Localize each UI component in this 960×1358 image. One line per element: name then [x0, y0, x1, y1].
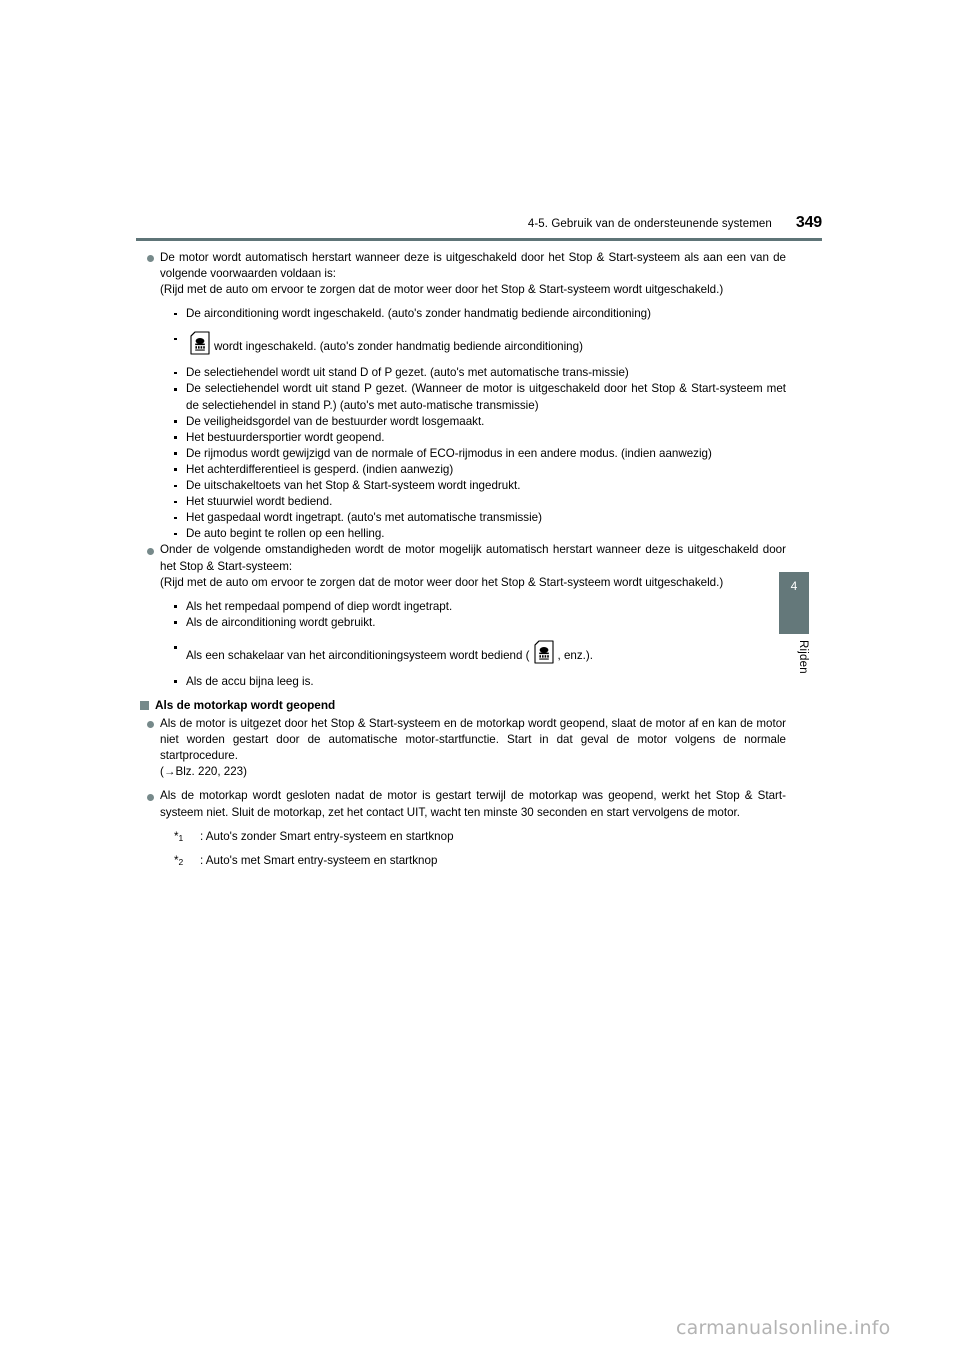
- bullet-block-hood-open-1: [136, 716, 786, 780]
- paragraph-text: (Rijd met de auto om ervoor te zorgen dat de motor weer door het Stop & Start-systeem wordt uitgeschakeld.): [160, 283, 724, 297]
- header-divider: [136, 238, 822, 241]
- round-bullet-icon: [147, 794, 154, 801]
- list-item-suffix-text: wordt ingeschakeld. (auto's zonder handmatig bediende airconditioning): [214, 340, 583, 354]
- spacer: [136, 592, 786, 599]
- list-item: [136, 599, 786, 615]
- chapter-tab-number: 4: [779, 572, 809, 634]
- round-bullet-icon: [147, 721, 154, 728]
- small-square-bullet-icon: [174, 452, 177, 455]
- site-watermark: carmanualsonline.info: [676, 1317, 891, 1339]
- page-number: 349: [795, 214, 822, 231]
- list-item-text: De auto begint te rollen op een helling.: [186, 527, 385, 541]
- list-item-prefix-text: Als een schakelaar van het airconditioningsysteem wordt bediend (: [186, 648, 530, 662]
- paragraph-text: Als de motorkap wordt gesloten nadat de motor is gestart terwijl de motorkap was geopend, werkt het Stop & Start-systeem niet. Sluit de motorkap, zet het contact UIT, wacht ten minste 30 seconden en start vervolgens de motor.: [160, 789, 786, 819]
- small-square-bullet-icon: [174, 517, 177, 520]
- list-item: [136, 478, 786, 494]
- small-square-bullet-icon: [174, 388, 177, 391]
- round-bullet-icon: [147, 548, 154, 555]
- chapter-tab-label: Rijden: [797, 640, 809, 674]
- section-heading-text: Als de motorkap wordt geopend: [155, 697, 336, 712]
- list-item-text: De airconditioning wordt ingeschakeld. (auto's zonder handmatig bediende airconditioning): [186, 307, 651, 321]
- list-item: [136, 306, 786, 322]
- small-square-bullet-icon: [174, 485, 177, 488]
- list-item: [136, 462, 786, 478]
- list-item-text: Het achterdifferentieel is gesperd. (indien aanwezig): [186, 462, 454, 476]
- small-square-bullet-icon: [174, 501, 177, 504]
- footnote-marker-index: 2: [178, 856, 184, 867]
- footnote-2: [136, 853, 786, 869]
- header-section-title: 4-5. Gebruik van de ondersteunende systemen: [527, 218, 772, 230]
- footnote-text: : Auto's met Smart entry-systeem en startknop: [200, 853, 438, 867]
- small-square-bullet-icon: [174, 338, 177, 341]
- round-bullet-icon: [147, 255, 154, 262]
- page-reference: (→Blz. 220, 223): [160, 765, 247, 779]
- list-item: [136, 526, 786, 542]
- small-square-bullet-icon: [174, 468, 177, 471]
- bullet-block-restart-conditions: [136, 250, 786, 298]
- list-item: [136, 430, 786, 446]
- bullet-block-possible-restart: [136, 542, 786, 590]
- bullet-block-hood-open-2: [136, 788, 786, 820]
- spacer: [136, 356, 786, 365]
- list-item-text: De selectiehendel wordt uit stand P gezet. (Wanneer de motor is uitgeschakeld door het Stop & Start-systeem met de selectiehendel in stand P.) (auto's met auto-matische transmissie): [186, 382, 786, 412]
- paragraph-text: Als de motor is uitgezet door het Stop & Start-systeem en de motorkap wordt geopend, slaat de motor af en kan de motor niet worden gestart door de automatische motor-startfunctie. Start in dat geval de motor volgens de normale startprocedure.: [160, 717, 786, 763]
- footnote-marker: *$^2$: [174, 853, 184, 867]
- list-item-text: Als de accu bijna leeg is.: [186, 674, 314, 688]
- list-item-text: Als het rempedaal pompend of diep wordt ingetrapt.: [186, 599, 453, 613]
- spacer: [136, 299, 786, 306]
- list-item-text: De rijmodus wordt gewijzigd van de normale of ECO-rijmodus in een andere modus. (indien aanwezig): [186, 446, 712, 460]
- spacer: [136, 665, 786, 674]
- spacer: [136, 322, 786, 331]
- list-item-with-icon: [136, 331, 786, 356]
- list-item: [136, 494, 786, 510]
- list-item-with-icon: [136, 640, 786, 665]
- small-square-bullet-icon: [174, 621, 177, 624]
- small-square-bullet-icon: [174, 605, 177, 608]
- list-item-text: De selectiehendel wordt uit stand D of P gezet. (auto's met automatische trans-missie): [186, 366, 629, 380]
- list-item-text: De veiligheidsgordel van de bestuurder wordt losgemaakt.: [186, 414, 485, 428]
- small-square-bullet-icon: [174, 533, 177, 536]
- list-item-text: Het stuurwiel wordt bediend.: [186, 495, 333, 509]
- list-item-text: De uitschakeltoets van het Stop & Start-systeem wordt ingedrukt.: [186, 479, 521, 493]
- list-item-suffix-text: , enz.).: [557, 648, 593, 662]
- small-square-bullet-icon: [174, 680, 177, 683]
- paragraph-text: Onder de volgende omstandigheden wordt de motor mogelijk automatisch herstart wanneer deze is uitgeschakeld door het Stop & Start-systeem:: [160, 543, 786, 573]
- footnote-marker-index: 1: [178, 832, 184, 843]
- footnote-1: [136, 829, 786, 845]
- footnote-text: : Auto's zonder Smart entry-systeem en startknop: [200, 829, 454, 843]
- list-item-text: [186, 331, 786, 356]
- page-content: [136, 250, 786, 869]
- spacer: [136, 781, 786, 788]
- list-item-text: Het bestuurdersportier wordt geopend.: [186, 430, 385, 444]
- small-square-bullet-icon: [174, 372, 177, 375]
- list-item: [136, 414, 786, 430]
- small-square-bullet-icon: [174, 646, 177, 649]
- page-header: [136, 214, 822, 236]
- small-square-bullet-icon: [174, 420, 177, 423]
- footnote-marker: *$^1$: [174, 829, 184, 843]
- front-windshield-defogger-icon: [533, 640, 555, 665]
- front-windshield-defogger-icon: [189, 331, 211, 356]
- list-item-text: [186, 640, 786, 665]
- list-item: [136, 381, 786, 413]
- list-item: [136, 674, 786, 690]
- list-item: [136, 510, 786, 526]
- spacer: [136, 631, 786, 640]
- list-item: [136, 365, 786, 381]
- square-bullet-icon: [140, 701, 149, 710]
- list-item-text: Als de airconditioning wordt gebruikt.: [186, 615, 376, 629]
- paragraph-text: (Rijd met de auto om ervoor te zorgen dat de motor weer door het Stop & Start-systeem wordt uitgeschakeld.): [160, 575, 724, 589]
- section-heading-hood-open: [136, 697, 786, 713]
- small-square-bullet-icon: [174, 436, 177, 439]
- list-item-text: Het gaspedaal wordt ingetrapt. (auto's met automatische transmissie): [186, 511, 542, 525]
- small-square-bullet-icon: [174, 313, 177, 316]
- list-item: [136, 615, 786, 631]
- list-item: [136, 446, 786, 462]
- paragraph-text: De motor wordt automatisch herstart wanneer deze is uitgeschakeld door het Stop & Start-systeem als aan een van de volgende voorwaarden voldaan is:: [160, 251, 786, 281]
